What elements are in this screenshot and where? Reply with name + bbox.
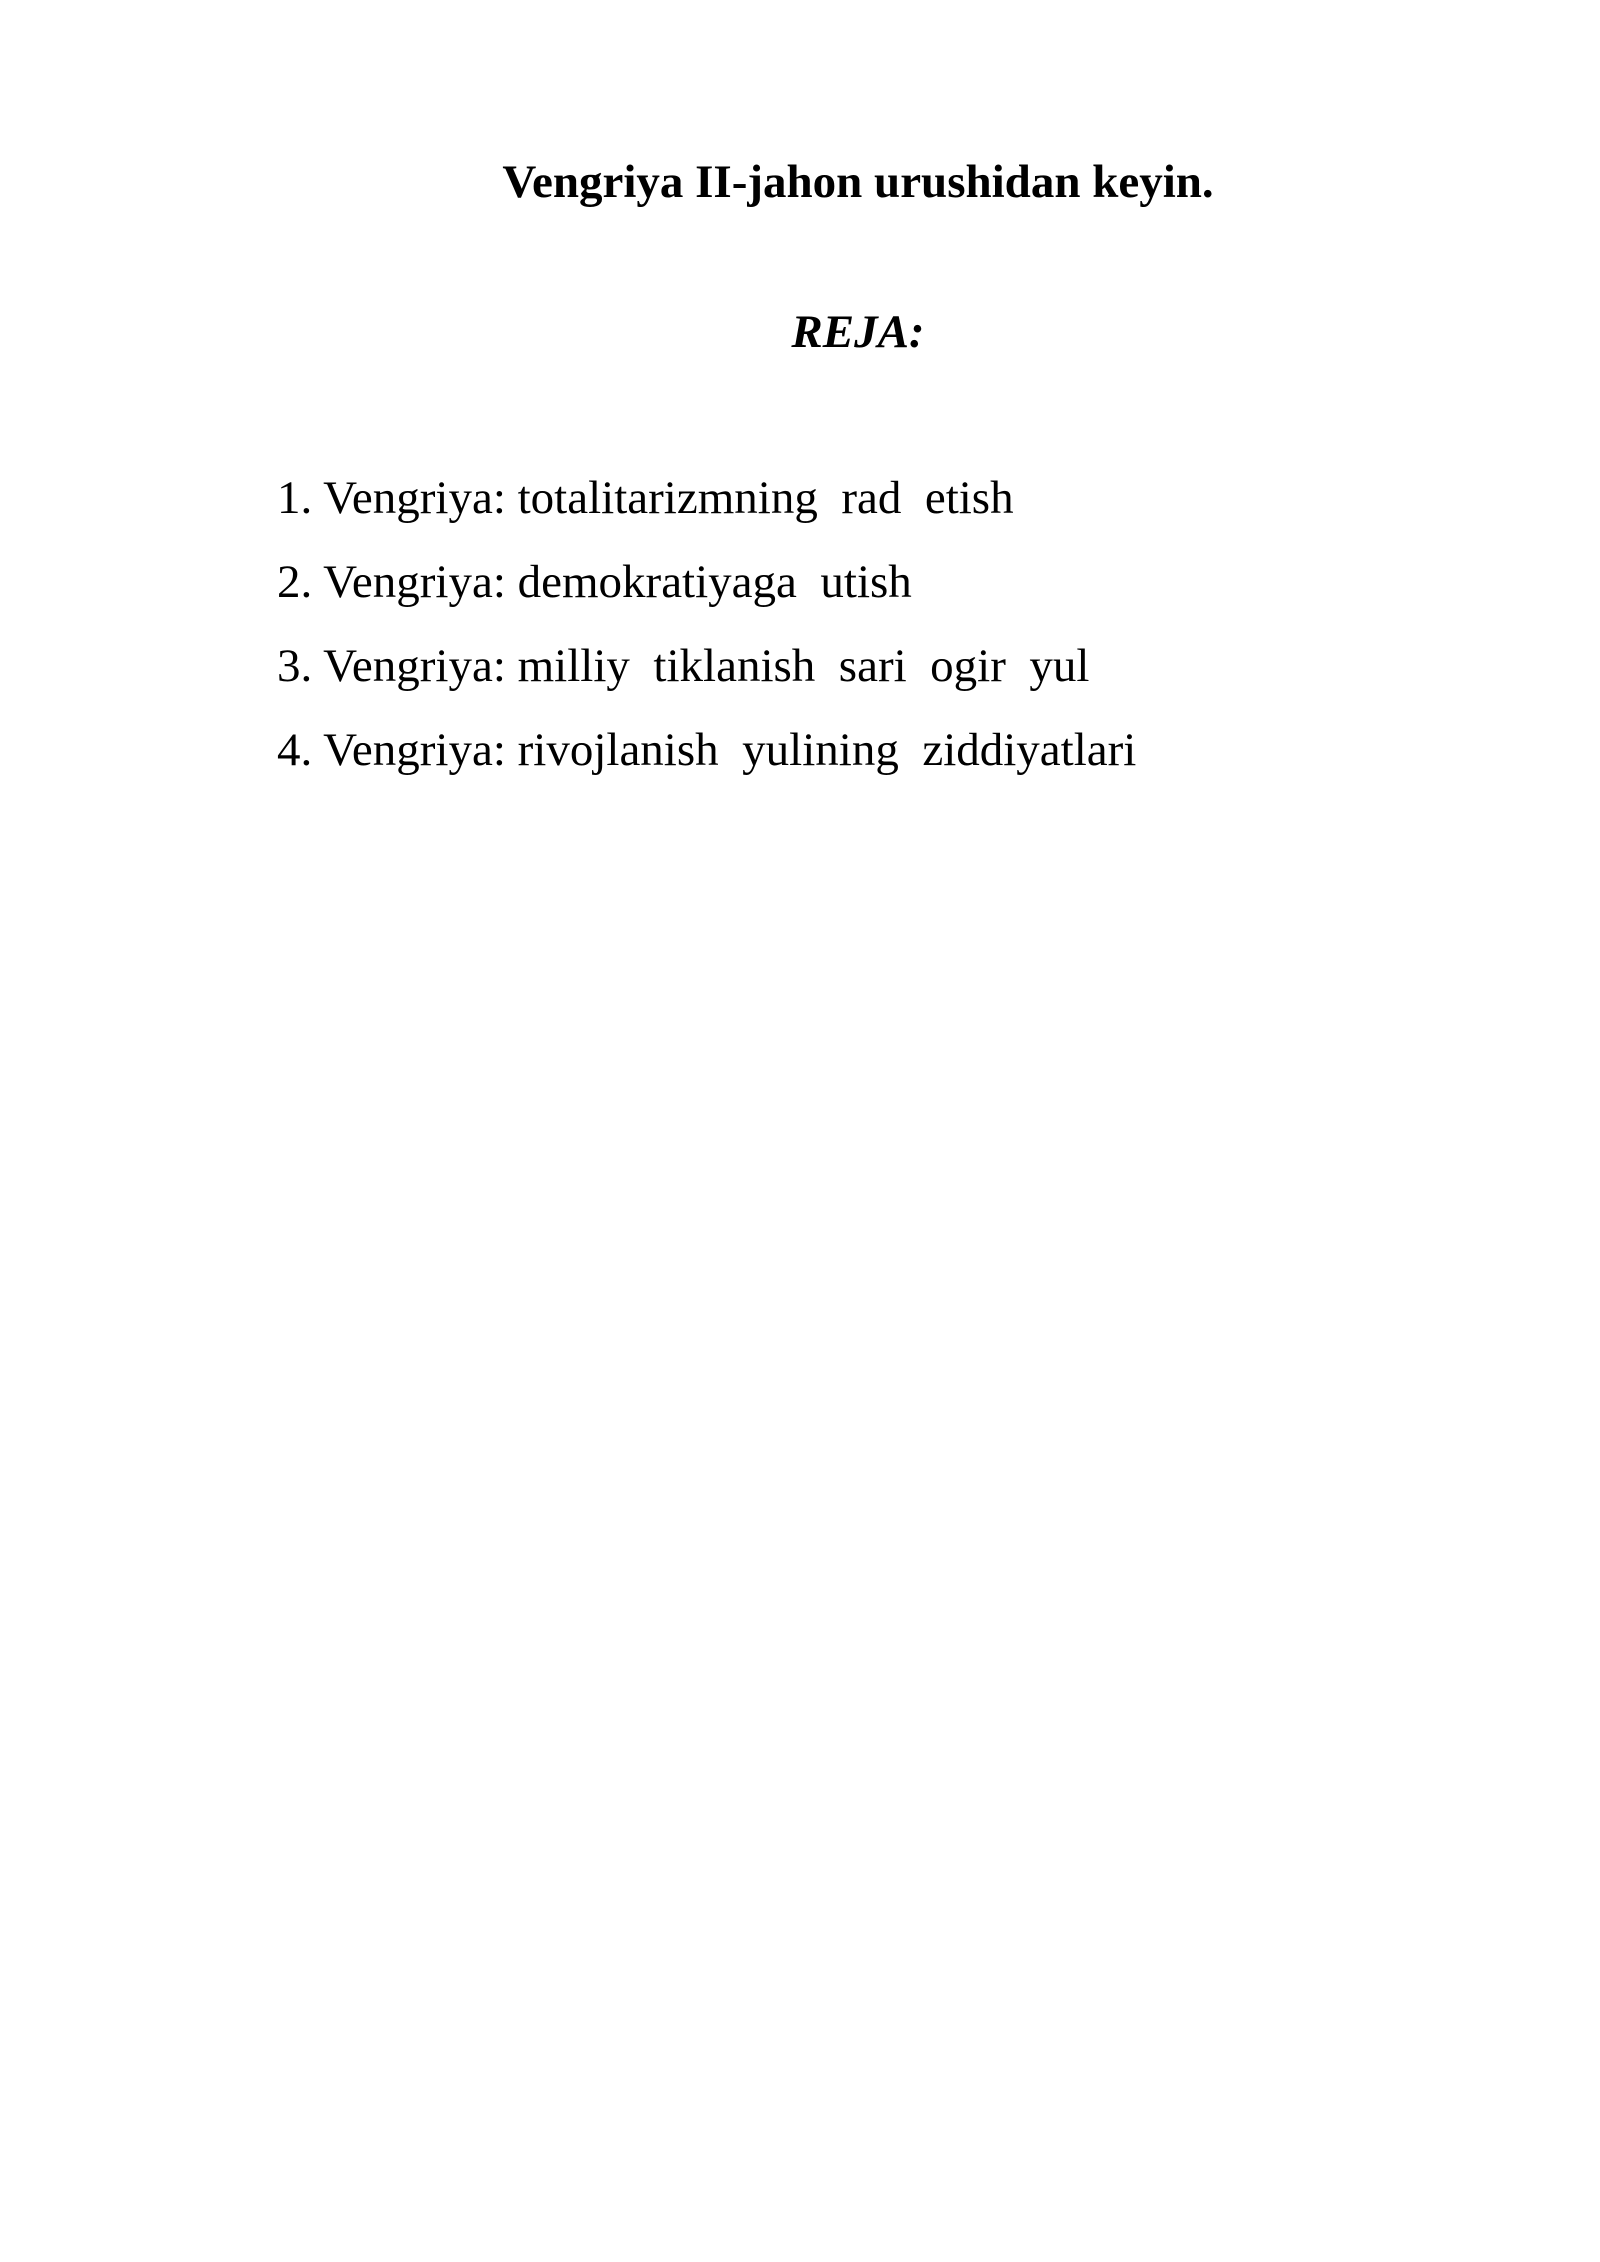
plan-item-2 <box>277 552 1136 636</box>
plan-heading: REJA: <box>791 306 925 358</box>
plan-item-text: Vengriya: rivojlanish yulining ziddiyatlari <box>312 724 1137 776</box>
plan-item-number: 4. <box>277 724 313 776</box>
plan-item-number: 1. <box>277 472 313 524</box>
plan-item-text: Vengriya: totalitarizmning rad etish <box>312 472 1014 524</box>
plan-item-number: 3. <box>277 640 313 692</box>
plan-item-4 <box>277 720 1136 804</box>
plan-item-1 <box>277 468 1136 552</box>
document-title: Vengriya II-jahon urushidan keyin. <box>502 156 1214 208</box>
plan-item-number: 2. <box>277 556 313 608</box>
plan-item-text: Vengriya: demokratiyaga utish <box>312 556 912 608</box>
plan-list <box>277 468 1136 804</box>
plan-item-3 <box>277 636 1136 720</box>
plan-item-text: Vengriya: milliy tiklanish sari ogir yul <box>312 640 1090 692</box>
